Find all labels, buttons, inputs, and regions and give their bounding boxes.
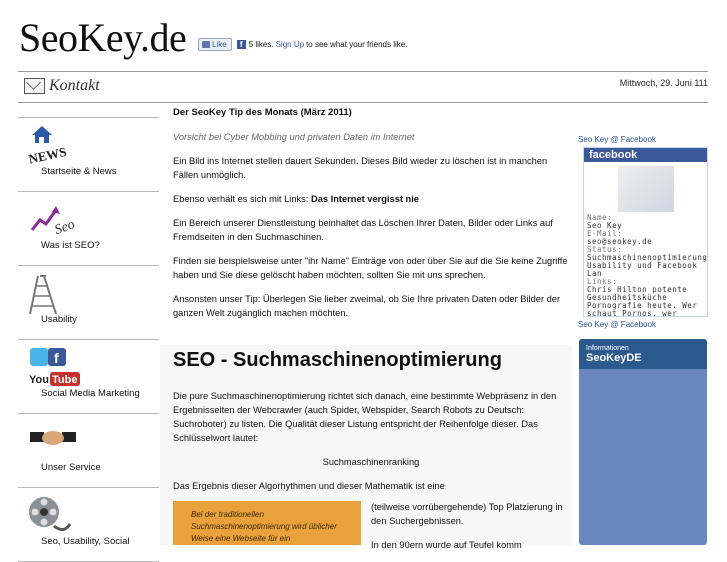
signup-link[interactable]: Sign Up: [275, 40, 305, 49]
facebook-link-bottom[interactable]: Seo Key @ Facebook: [578, 320, 656, 329]
top-divider: [18, 71, 708, 72]
seo-right-text: (teilweise vorrübergehende) Top Platzierung in den Suchergebnissen.: [371, 502, 563, 526]
article-paragraph: Ein Bereich unserer Dienstleistung beinhaltet das Löschen Ihrer Daten, Bilder oder Links auf Fremdseiten in den Suchmaschinen.: [173, 218, 553, 242]
sidebar-item-service[interactable]: [18, 414, 159, 488]
envelope-icon: [24, 78, 45, 94]
article-paragraph: [173, 192, 568, 206]
fb-links-label: Links:: [587, 277, 618, 286]
fb-status: Suchmaschinenoptimierung Usability und Facebook Lan: [587, 253, 708, 278]
article-title: Der SeoKey Tip des Monats (März 2011): [173, 107, 352, 118]
facebook-profile-badge[interactable]: [583, 147, 708, 317]
news-word: NEWS: [27, 143, 68, 164]
signup-suffix: to see what your friends like.: [306, 40, 408, 49]
fb-name-label: Name:: [587, 213, 613, 222]
facebook-link-top[interactable]: Seo Key @ Facebook: [578, 135, 656, 144]
info-widget: [579, 339, 707, 545]
profile-avatar: [618, 166, 674, 212]
like-button[interactable]: [198, 38, 232, 51]
info-small-label: Informationen: [586, 345, 629, 352]
like-label: Like: [212, 40, 227, 49]
seo-keyword: Suchmaschinenranking: [322, 457, 420, 467]
article-paragraph: Ein Bild ins Internet stellen dauert Sekunden. Dieses Bild wieder zu löschen ist in manchen Fällen unmöglich.: [173, 156, 548, 180]
info-title: SeoKeyDE: [586, 352, 642, 364]
article-text: Ebenso verhält es sich mit Links:: [173, 194, 309, 204]
youtube-tube: Tube: [52, 374, 78, 386]
social-fb-letter: f: [54, 350, 59, 366]
facebook-icon: f: [237, 40, 246, 49]
sidebar-item-label: Social Media Marketing: [41, 388, 140, 399]
sidebar-item-usability[interactable]: [18, 266, 159, 340]
article-paragraph: Ansonsten unser Tip: Überlegen Sie lieber zweimal, ob Sie Ihre privaten Daten oder Bilder der ganzen Welt zugänglich machen möchten.: [173, 294, 561, 318]
sidebar-item-label: Unser Service: [41, 462, 101, 473]
facebook-brand: facebook: [584, 148, 707, 162]
fb-email: seo@seokey.de: [587, 237, 653, 246]
sidebar-item-label: Seo, Usability, Social: [41, 536, 130, 547]
article-paragraph: Finden sie beispielsweise unter "ihr Name" Einträge von oder über Sie auf die Sie keine Zugriffe haben und Sie diese gelöscht haben möchten, sollten Sie mit uns sprechen.: [173, 256, 568, 280]
news-home-icon: [26, 124, 86, 169]
current-date: Mittwoch, 29. Juni 111: [619, 78, 708, 88]
site-logo[interactable]: SeoKey.de: [19, 15, 187, 60]
likes-count: 5 likes.: [248, 40, 274, 49]
kontakt-label: Kontakt: [49, 77, 100, 94]
sidebar-item-label: Startseite & News: [41, 166, 117, 177]
info-header: [579, 339, 707, 369]
seo-word: Seo: [52, 217, 77, 238]
seo-paragraph: Die pure Suchmaschinenoptimierung richtet sich danach, eine bestimmte Webpräsenz in den Ergebnisseiten der Webcrawler (auch Spider, Webspider, Search Robots zu Deutsch: Suchroboter) zu listen. Die Qualität dieser Listung entspricht der Reihenfolge dieser. Das Schlüsselwort lautet:: [173, 391, 557, 443]
sidebar-item-label: Usability: [41, 314, 77, 325]
thumbs-up-icon: [202, 41, 210, 48]
handshake-icon: [26, 420, 86, 465]
seo-paragraph: Das Ergebnis dieser Algorhythmen und dieser Mathematik ist eine: [173, 481, 445, 491]
seo-right-text: In den 90ern wurde auf Teufel komm: [371, 540, 522, 550]
sidebar-item-social-media[interactable]: [18, 340, 159, 414]
article-subtitle: Vorsicht bei Cyber Mobbing und privaten Daten im Internet: [173, 132, 415, 142]
seo-icon: [26, 198, 86, 243]
sidebar-item-label: Was ist SEO?: [41, 240, 100, 251]
seo-section: [173, 389, 569, 503]
youtube-you: You: [29, 374, 49, 386]
header-divider: [18, 102, 708, 103]
sidebar-item-startseite[interactable]: [18, 117, 159, 192]
seo-right-column: [371, 500, 571, 552]
highlight-box: Bei der traditionellen Suchmaschinenoptimierung wird üblicher Weise eine Webseite für ein: [173, 501, 361, 545]
article-emphasis: Das Internet vergisst nie: [310, 194, 419, 204]
sidebar-item-seo-usability-social[interactable]: [18, 488, 159, 562]
facebook-profile-details: [584, 212, 707, 317]
fb-status-label: Status:: [587, 245, 623, 254]
sidebar-item-was-ist-seo[interactable]: [18, 192, 159, 266]
facebook-like-widget: [198, 37, 407, 52]
article: [173, 106, 568, 330]
fb-name: Seo Key: [587, 221, 623, 230]
fb-email-label: E-Mail:: [587, 229, 623, 238]
sidebar-nav: [18, 117, 159, 562]
kontakt-link[interactable]: [24, 77, 100, 95]
section-heading: SEO - Suchmaschinenoptimierung: [173, 349, 502, 371]
fb-links: Chris Hilton potente Gesundheitsküche Pornografie heute. Wer schaut Pornos, wer: [587, 285, 698, 317]
